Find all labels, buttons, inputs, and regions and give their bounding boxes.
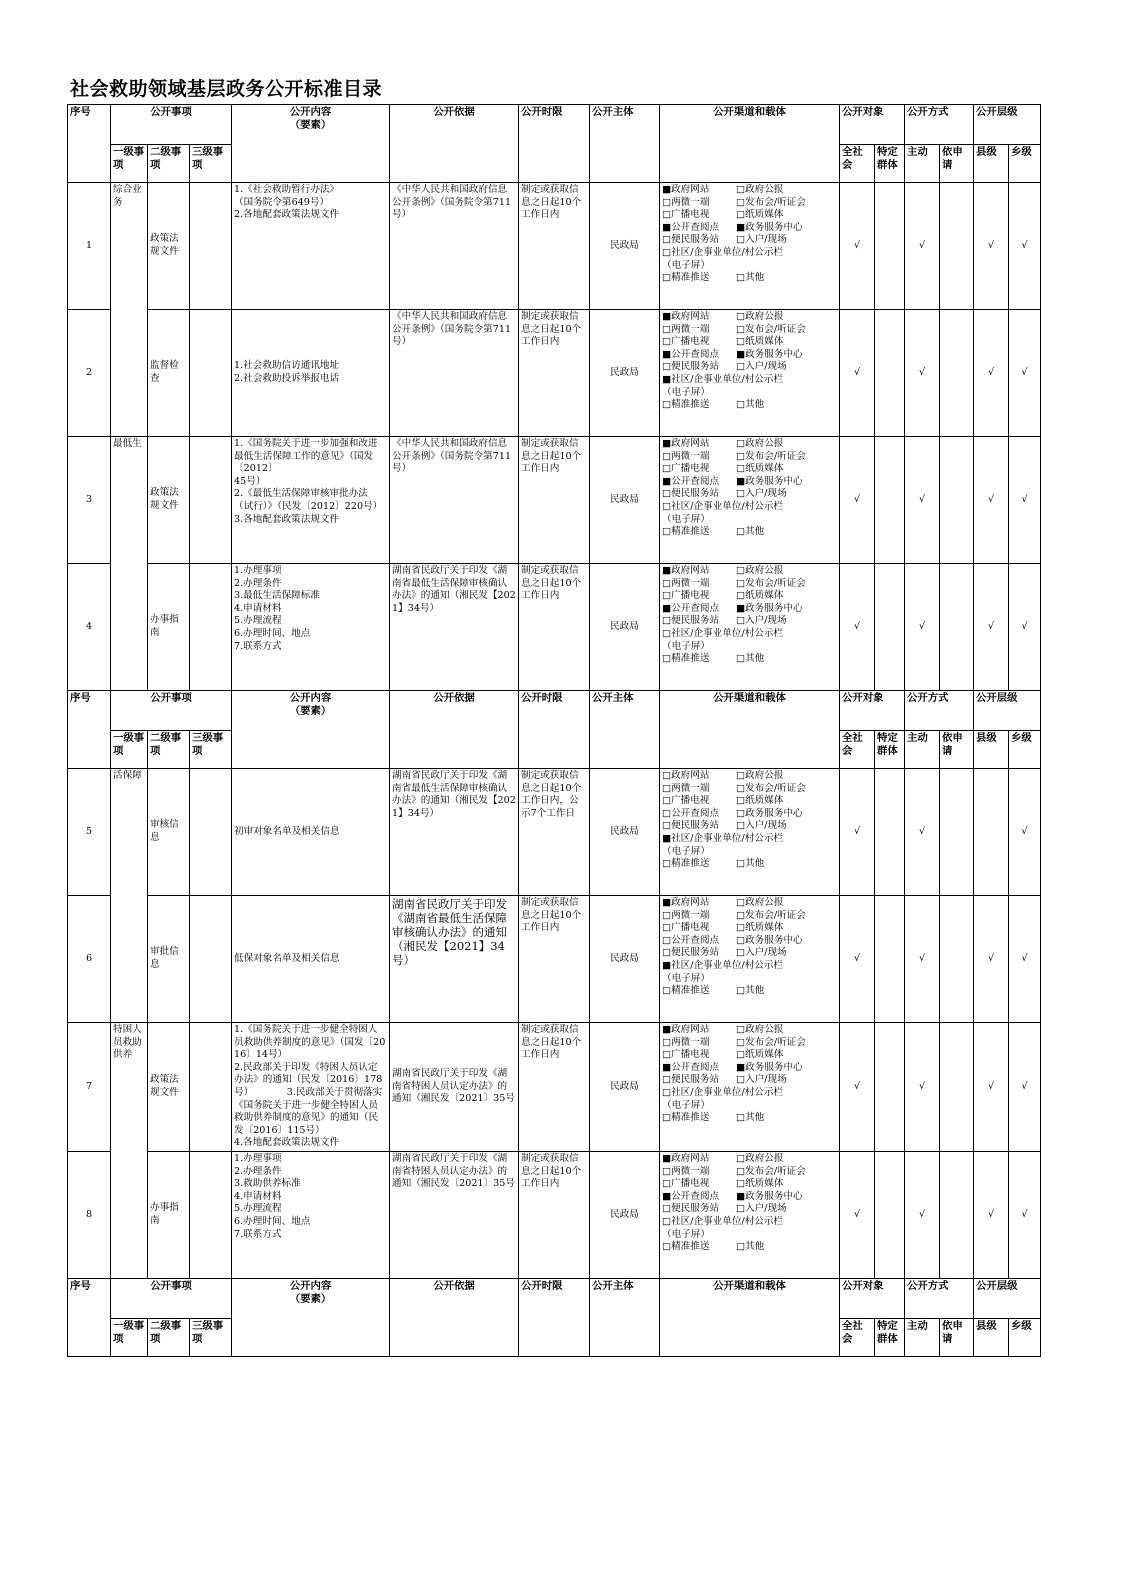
channel-option: □其他	[736, 985, 765, 997]
row-level2: 审核信息	[148, 769, 190, 896]
channel-option: □广播电视	[662, 209, 710, 221]
channel-option: □政府公报	[736, 1152, 784, 1164]
header-subject: 公开主体	[590, 691, 660, 769]
row-basis: 湖南省民政厅关于印发《湖南省特困人员认定办法》的通知（湘民发〔2021〕35号	[390, 1023, 519, 1152]
header-on_request: 依申请	[940, 1318, 974, 1356]
header-mode: 公开方式	[905, 691, 974, 731]
channel-cell	[660, 769, 840, 896]
channel-option: □两微一端	[662, 1036, 710, 1048]
row-time: 制定或获取信息之日起10个工作日内	[519, 1023, 590, 1152]
row-all: √	[840, 1023, 875, 1152]
channel-option: □其他	[736, 526, 765, 538]
row-all: √	[840, 564, 875, 691]
channel-option: ■政务服务中心	[736, 602, 803, 614]
header-active: 主动	[905, 1318, 940, 1356]
header-subject: 公开主体	[590, 1278, 660, 1356]
row-county: √	[974, 310, 1009, 437]
row-level3	[190, 183, 232, 310]
channel-option: ■政府网站	[662, 565, 710, 576]
header-channel: 公开渠道和载体	[660, 1278, 840, 1356]
channel-option: □入户/现场	[736, 1074, 787, 1086]
channel-option: □广播电视	[662, 1178, 710, 1190]
header-township: 乡级	[1009, 731, 1041, 769]
channel-option: ■政府网站	[662, 897, 710, 908]
catalog-body	[68, 105, 1041, 1357]
channel-option: □纸质媒体	[736, 590, 784, 602]
row-specific	[875, 310, 905, 437]
row-level2: 审批信息	[148, 896, 190, 1023]
row-level3	[190, 310, 232, 437]
channel-option: □精准推送	[662, 1112, 710, 1124]
row-time: 制定或获取信息之日起10个工作日内	[519, 437, 590, 564]
row-level3	[190, 1023, 232, 1152]
channel-option: □政务服务中心	[736, 934, 803, 946]
header-subject: 公开主体	[590, 105, 660, 183]
channel-option: □两微一端	[662, 577, 710, 589]
row-seq: 7	[68, 1023, 111, 1152]
row-basis: 湖南省民政厅关于印发《湖南省最低生活保障审核确认办法》的通知（湘民发【2021】34号）	[390, 896, 519, 1023]
row-basis: 湖南省民政厅关于印发《湖南省最低生活保障审核确认办法》的通知（湘民发【2021】34号）	[390, 564, 519, 691]
channel-cell	[660, 310, 840, 437]
header-mode: 公开方式	[905, 105, 974, 145]
header-level2: 二级事项	[148, 145, 190, 183]
row-specific	[875, 437, 905, 564]
channel-option: □两微一端	[662, 196, 710, 208]
channel-option: ■政府网站	[662, 438, 710, 449]
channel-option: □政府公报	[736, 311, 784, 322]
header-seq: 序号	[68, 105, 111, 183]
header-on_request: 依申请	[940, 145, 974, 183]
channel-cell	[660, 437, 840, 564]
table-row	[68, 564, 1041, 691]
channel-option: □便民服务站	[662, 947, 720, 959]
row-town: √	[1009, 183, 1041, 310]
row-town: √	[1009, 769, 1041, 896]
table-row	[68, 769, 1041, 896]
channel-option: □公开查阅点	[662, 934, 720, 946]
header-level1: 一级事项	[111, 1318, 148, 1356]
channel-cell	[660, 564, 840, 691]
row-specific	[875, 896, 905, 1023]
row-time: 制定或获取信息之日起10个工作日内，公示7个工作日	[519, 769, 590, 896]
channel-option: □便民服务站	[662, 615, 720, 627]
row-seq: 1	[68, 183, 111, 310]
channel-option: □社区/企事业单位/村公示栏 （电子屏）	[662, 246, 784, 271]
table-row	[68, 896, 1041, 1023]
header-seq: 序号	[68, 1278, 111, 1356]
channel-option: □纸质媒体	[736, 1049, 784, 1061]
channel-option: □其他	[736, 1241, 765, 1253]
row-basis: 《中华人民共和国政府信息公开条例》（国务院令第711号）	[390, 183, 519, 310]
channel-cell	[660, 1151, 840, 1278]
channel-option: □发布会/听证会	[736, 782, 806, 794]
row-county: √	[974, 564, 1009, 691]
channel-option: □政府公报	[736, 770, 784, 781]
channel-option: □其他	[736, 1112, 765, 1124]
channel-option: □精准推送	[662, 399, 710, 411]
row-seq: 3	[68, 437, 111, 564]
row-active: √	[905, 1023, 940, 1152]
channel-option: ■公开查阅点	[662, 1061, 720, 1073]
row-content: 1.《国务院关于进一步健全特困人员救助供养制度的意见》（国发〔2016〕14号） 2.民政部关于印发《特困人员认定办法》的通知（民发〔2016〕178号） 3.民政部关于贯彻落实《国务院关于进一步健全特困人员救助供养制度的意见》的通知（民发〔2016〕115号） 4.各地配套政策法规文件	[232, 1023, 390, 1152]
row-active: √	[905, 896, 940, 1023]
row-level1	[111, 1151, 148, 1278]
channel-cell	[660, 896, 840, 1023]
row-subject: 民政局	[590, 437, 660, 564]
row-request	[940, 437, 974, 564]
row-content: 1.办理事项 2.办理条件 3.最低生活保障标准 4.申请材料 5.办理流程 6.办理时间、地点 7.联系方式	[232, 564, 390, 691]
table-row	[68, 183, 1041, 310]
header-specific_group: 特定群体	[875, 145, 905, 183]
channel-option: ■政府网站	[662, 184, 710, 195]
row-level3	[190, 769, 232, 896]
channel-cell	[660, 183, 840, 310]
row-all: √	[840, 310, 875, 437]
channel-cell	[660, 1023, 840, 1152]
header-on_request: 依申请	[940, 731, 974, 769]
row-active: √	[905, 564, 940, 691]
channel-option: ■社区/企事业单位/村公示栏 （电子屏）	[662, 373, 784, 398]
channel-option: ■社区/企事业单位/村公示栏 （电子屏）	[662, 832, 784, 857]
page-title: 社会救助领域基层政务公开标准目录	[70, 78, 383, 100]
header-level: 公开层级	[974, 105, 1041, 145]
table-row	[68, 1151, 1041, 1278]
row-active: √	[905, 310, 940, 437]
header-specific_group: 特定群体	[875, 731, 905, 769]
row-basis: 湖南省民政厅关于印发《湖南省最低生活保障审核确认办法》的通知（湘民发【2021】34号）	[390, 769, 519, 896]
channel-option: □入户/现场	[736, 488, 787, 500]
row-level3	[190, 437, 232, 564]
header-township: 乡级	[1009, 145, 1041, 183]
row-time: 制定或获取信息之日起10个工作日内	[519, 564, 590, 691]
row-time: 制定或获取信息之日起10个工作日内	[519, 183, 590, 310]
row-request	[940, 896, 974, 1023]
row-content: 1.《国务院关于进一步加强和改进最低生活保障工作的意见》（国发〔2012〕 45号） 2.《最低生活保障审核审批办法（试行）》（民发〔2012〕220号） 3.各地配套政策法规文件	[232, 437, 390, 564]
row-specific	[875, 183, 905, 310]
channel-option: □纸质媒体	[736, 336, 784, 348]
row-county: √	[974, 437, 1009, 564]
channel-option: □纸质媒体	[736, 209, 784, 221]
row-subject: 民政局	[590, 310, 660, 437]
row-subject: 民政局	[590, 1023, 660, 1152]
header-level: 公开层级	[974, 691, 1041, 731]
channel-option: □精准推送	[662, 1241, 710, 1253]
row-subject: 民政局	[590, 896, 660, 1023]
row-town: √	[1009, 896, 1041, 1023]
channel-option: □发布会/听证会	[736, 323, 806, 335]
channel-option: □入户/现场	[736, 1203, 787, 1215]
row-county	[974, 769, 1009, 896]
table-row	[68, 1023, 1041, 1152]
row-content: 1.《社会救助暂行办法》 （国务院令第649号） 2.各地配套政策法规文件	[232, 183, 390, 310]
row-level2: 政策法规文件	[148, 437, 190, 564]
row-town: √	[1009, 310, 1041, 437]
channel-option: □广播电视	[662, 795, 710, 807]
channel-option: □社区/企事业单位/村公示栏 （电子屏）	[662, 500, 784, 525]
channel-option: ■政务服务中心	[736, 221, 803, 233]
channel-option: □两微一端	[662, 1165, 710, 1177]
channel-option: □纸质媒体	[736, 795, 784, 807]
row-town: √	[1009, 564, 1041, 691]
catalog-table	[67, 104, 1041, 1357]
header-time: 公开时限	[519, 1278, 590, 1356]
channel-option: ■政务服务中心	[736, 475, 803, 487]
channel-option: ■公开查阅点	[662, 475, 720, 487]
channel-option: □纸质媒体	[736, 1178, 784, 1190]
row-time: 制定或获取信息之日起10个工作日内	[519, 896, 590, 1023]
row-seq: 5	[68, 769, 111, 896]
channel-option: □发布会/听证会	[736, 450, 806, 462]
row-request	[940, 1151, 974, 1278]
channel-option: □其他	[736, 399, 765, 411]
channel-option: □广播电视	[662, 463, 710, 475]
header-level3: 三级事项	[190, 731, 232, 769]
header-level: 公开层级	[974, 1278, 1041, 1318]
header-all_society: 全社会	[840, 731, 875, 769]
header-target: 公开对象	[840, 1278, 905, 1318]
channel-option: □入户/现场	[736, 615, 787, 627]
row-subject: 民政局	[590, 769, 660, 896]
channel-option: □入户/现场	[736, 361, 787, 373]
channel-option: □便民服务站	[662, 361, 720, 373]
channel-option: □精准推送	[662, 272, 710, 284]
header-level2: 二级事项	[148, 1318, 190, 1356]
header-basis: 公开依据	[390, 105, 519, 183]
channel-option: □发布会/听证会	[736, 1036, 806, 1048]
channel-option: ■政府网站	[662, 311, 710, 322]
header-row	[68, 691, 1041, 731]
row-request	[940, 769, 974, 896]
row-level1: 特困人员救助供养	[111, 1023, 148, 1152]
row-seq: 8	[68, 1151, 111, 1278]
channel-option: □公开查阅点	[662, 807, 720, 819]
row-all: √	[840, 769, 875, 896]
header-all_society: 全社会	[840, 1318, 875, 1356]
channel-option: □广播电视	[662, 336, 710, 348]
channel-option: ■政务服务中心	[736, 1190, 803, 1202]
row-seq: 2	[68, 310, 111, 437]
header-time: 公开时限	[519, 105, 590, 183]
channel-option: □便民服务站	[662, 820, 720, 832]
channel-option: ■政务服务中心	[736, 348, 803, 360]
row-level1: 最低生	[111, 437, 148, 564]
channel-option: ■公开查阅点	[662, 1190, 720, 1202]
header-specific_group: 特定群体	[875, 1318, 905, 1356]
channel-option: □社区/企事业单位/村公示栏 （电子屏）	[662, 1086, 784, 1111]
row-time: 制定或获取信息之日起10个工作日内	[519, 310, 590, 437]
row-level2: 监督检查	[148, 310, 190, 437]
header-county: 县级	[974, 731, 1009, 769]
channel-option: □纸质媒体	[736, 463, 784, 475]
channel-option: □政府公报	[736, 565, 784, 576]
channel-option: ■公开查阅点	[662, 348, 720, 360]
channel-option: □精准推送	[662, 526, 710, 538]
header-level1: 一级事项	[111, 145, 148, 183]
header-row	[68, 105, 1041, 145]
header-matters: 公开事项	[111, 1278, 232, 1318]
row-content: 1.社会救助信访通讯地址 2.社会救助投诉举报电话	[232, 310, 390, 437]
channel-option: □广播电视	[662, 922, 710, 934]
channel-option: □发布会/听证会	[736, 1165, 806, 1177]
table-row	[68, 310, 1041, 437]
row-level2: 政策法规文件	[148, 1023, 190, 1152]
row-county: √	[974, 1023, 1009, 1152]
row-level2: 政策法规文件	[148, 183, 190, 310]
channel-option: ■政务服务中心	[736, 1061, 803, 1073]
row-county: √	[974, 183, 1009, 310]
row-request	[940, 1023, 974, 1152]
row-basis: 《中华人民共和国政府信息公开条例》（国务院令第711号）	[390, 310, 519, 437]
row-level1	[111, 564, 148, 691]
row-level1	[111, 896, 148, 1023]
channel-option: □政府网站	[662, 770, 710, 781]
header-level1: 一级事项	[111, 731, 148, 769]
header-level3: 三级事项	[190, 145, 232, 183]
header-mode: 公开方式	[905, 1278, 974, 1318]
row-request	[940, 564, 974, 691]
row-level2: 办事指南	[148, 564, 190, 691]
header-basis: 公开依据	[390, 1278, 519, 1356]
channel-option: □两微一端	[662, 323, 710, 335]
row-all: √	[840, 437, 875, 564]
row-town: √	[1009, 437, 1041, 564]
channel-option: □政务服务中心	[736, 807, 803, 819]
row-level2: 办事指南	[148, 1151, 190, 1278]
row-seq: 6	[68, 896, 111, 1023]
channel-option: □入户/现场	[736, 234, 787, 246]
channel-option: □社区/企事业单位/村公示栏 （电子屏）	[662, 627, 784, 652]
channel-option: □两微一端	[662, 450, 710, 462]
channel-option: ■公开查阅点	[662, 221, 720, 233]
channel-option: □政府公报	[736, 184, 784, 195]
header-matters: 公开事项	[111, 105, 232, 145]
header-target: 公开对象	[840, 691, 905, 731]
row-town: √	[1009, 1151, 1041, 1278]
channel-option: □其他	[736, 858, 765, 870]
header-all_society: 全社会	[840, 145, 875, 183]
header-basis: 公开依据	[390, 691, 519, 769]
channel-option: □纸质媒体	[736, 922, 784, 934]
header-seq: 序号	[68, 691, 111, 769]
channel-option: □政府公报	[736, 1024, 784, 1035]
row-time: 制定或获取信息之日起10个工作日内	[519, 1151, 590, 1278]
row-specific	[875, 769, 905, 896]
row-active: √	[905, 437, 940, 564]
row-subject: 民政局	[590, 183, 660, 310]
row-level1	[111, 310, 148, 437]
row-level3	[190, 896, 232, 1023]
row-specific	[875, 1023, 905, 1152]
row-basis: 《中华人民共和国政府信息公开条例》（国务院令第711号）	[390, 437, 519, 564]
row-subject: 民政局	[590, 1151, 660, 1278]
header-active: 主动	[905, 731, 940, 769]
channel-option: □社区/企事业单位/村公示栏 （电子屏）	[662, 1215, 784, 1240]
row-specific	[875, 564, 905, 691]
row-all: √	[840, 183, 875, 310]
channel-option: □政府公报	[736, 438, 784, 449]
header-channel: 公开渠道和载体	[660, 105, 840, 183]
header-channel: 公开渠道和载体	[660, 691, 840, 769]
row-specific	[875, 1151, 905, 1278]
row-level1: 综合业务	[111, 183, 148, 310]
channel-option: □便民服务站	[662, 234, 720, 246]
channel-option: ■社区/企事业单位/村公示栏 （电子屏）	[662, 959, 784, 984]
channel-option: □入户/现场	[736, 820, 787, 832]
channel-option: □便民服务站	[662, 1203, 720, 1215]
header-township: 乡级	[1009, 1318, 1041, 1356]
header-time: 公开时限	[519, 691, 590, 769]
channel-option: □两微一端	[662, 909, 710, 921]
table-row	[68, 437, 1041, 564]
row-level3	[190, 564, 232, 691]
header-content: 公开内容 （要素）	[232, 1278, 390, 1356]
row-level1: 活保障	[111, 769, 148, 896]
header-content: 公开内容 （要素）	[232, 691, 390, 769]
row-county: √	[974, 1151, 1009, 1278]
row-level3	[190, 1151, 232, 1278]
row-seq: 4	[68, 564, 111, 691]
row-content: 低保对象名单及相关信息	[232, 896, 390, 1023]
channel-option: □入户/现场	[736, 947, 787, 959]
row-all: √	[840, 1151, 875, 1278]
channel-option: ■公开查阅点	[662, 602, 720, 614]
channel-option: ■政府网站	[662, 1152, 710, 1164]
channel-option: □精准推送	[662, 858, 710, 870]
channel-option: □发布会/听证会	[736, 909, 806, 921]
channel-option: □广播电视	[662, 1049, 710, 1061]
header-county: 县级	[974, 1318, 1009, 1356]
row-subject: 民政局	[590, 564, 660, 691]
channel-option: □便民服务站	[662, 488, 720, 500]
row-town: √	[1009, 1023, 1041, 1152]
row-content: 初审对象名单及相关信息	[232, 769, 390, 896]
channel-option: □精准推送	[662, 653, 710, 665]
channel-option: □政府公报	[736, 897, 784, 908]
header-matters: 公开事项	[111, 691, 232, 731]
channel-option: □发布会/听证会	[736, 196, 806, 208]
channel-option: □便民服务站	[662, 1074, 720, 1086]
channel-option: □其他	[736, 272, 765, 284]
channel-option: □两微一端	[662, 782, 710, 794]
row-all: √	[840, 896, 875, 1023]
channel-option: □精准推送	[662, 985, 710, 997]
header-row	[68, 1278, 1041, 1318]
header-content: 公开内容 （要素）	[232, 105, 390, 183]
row-active: √	[905, 769, 940, 896]
header-target: 公开对象	[840, 105, 905, 145]
row-request	[940, 310, 974, 437]
row-content: 1.办理事项 2.办理条件 3.救助供养标准 4.申请材料 5.办理流程 6.办理时间、地点 7.联系方式	[232, 1151, 390, 1278]
header-active: 主动	[905, 145, 940, 183]
header-county: 县级	[974, 145, 1009, 183]
channel-option: □其他	[736, 653, 765, 665]
header-level3: 三级事项	[190, 1318, 232, 1356]
row-county: √	[974, 896, 1009, 1023]
row-active: √	[905, 1151, 940, 1278]
row-basis: 湖南省民政厅关于印发《湖南省特困人员认定办法》的通知（湘民发〔2021〕35号	[390, 1151, 519, 1278]
row-request	[940, 183, 974, 310]
channel-option: ■政府网站	[662, 1024, 710, 1035]
channel-option: □发布会/听证会	[736, 577, 806, 589]
header-level2: 二级事项	[148, 731, 190, 769]
row-active: √	[905, 183, 940, 310]
channel-option: □广播电视	[662, 590, 710, 602]
